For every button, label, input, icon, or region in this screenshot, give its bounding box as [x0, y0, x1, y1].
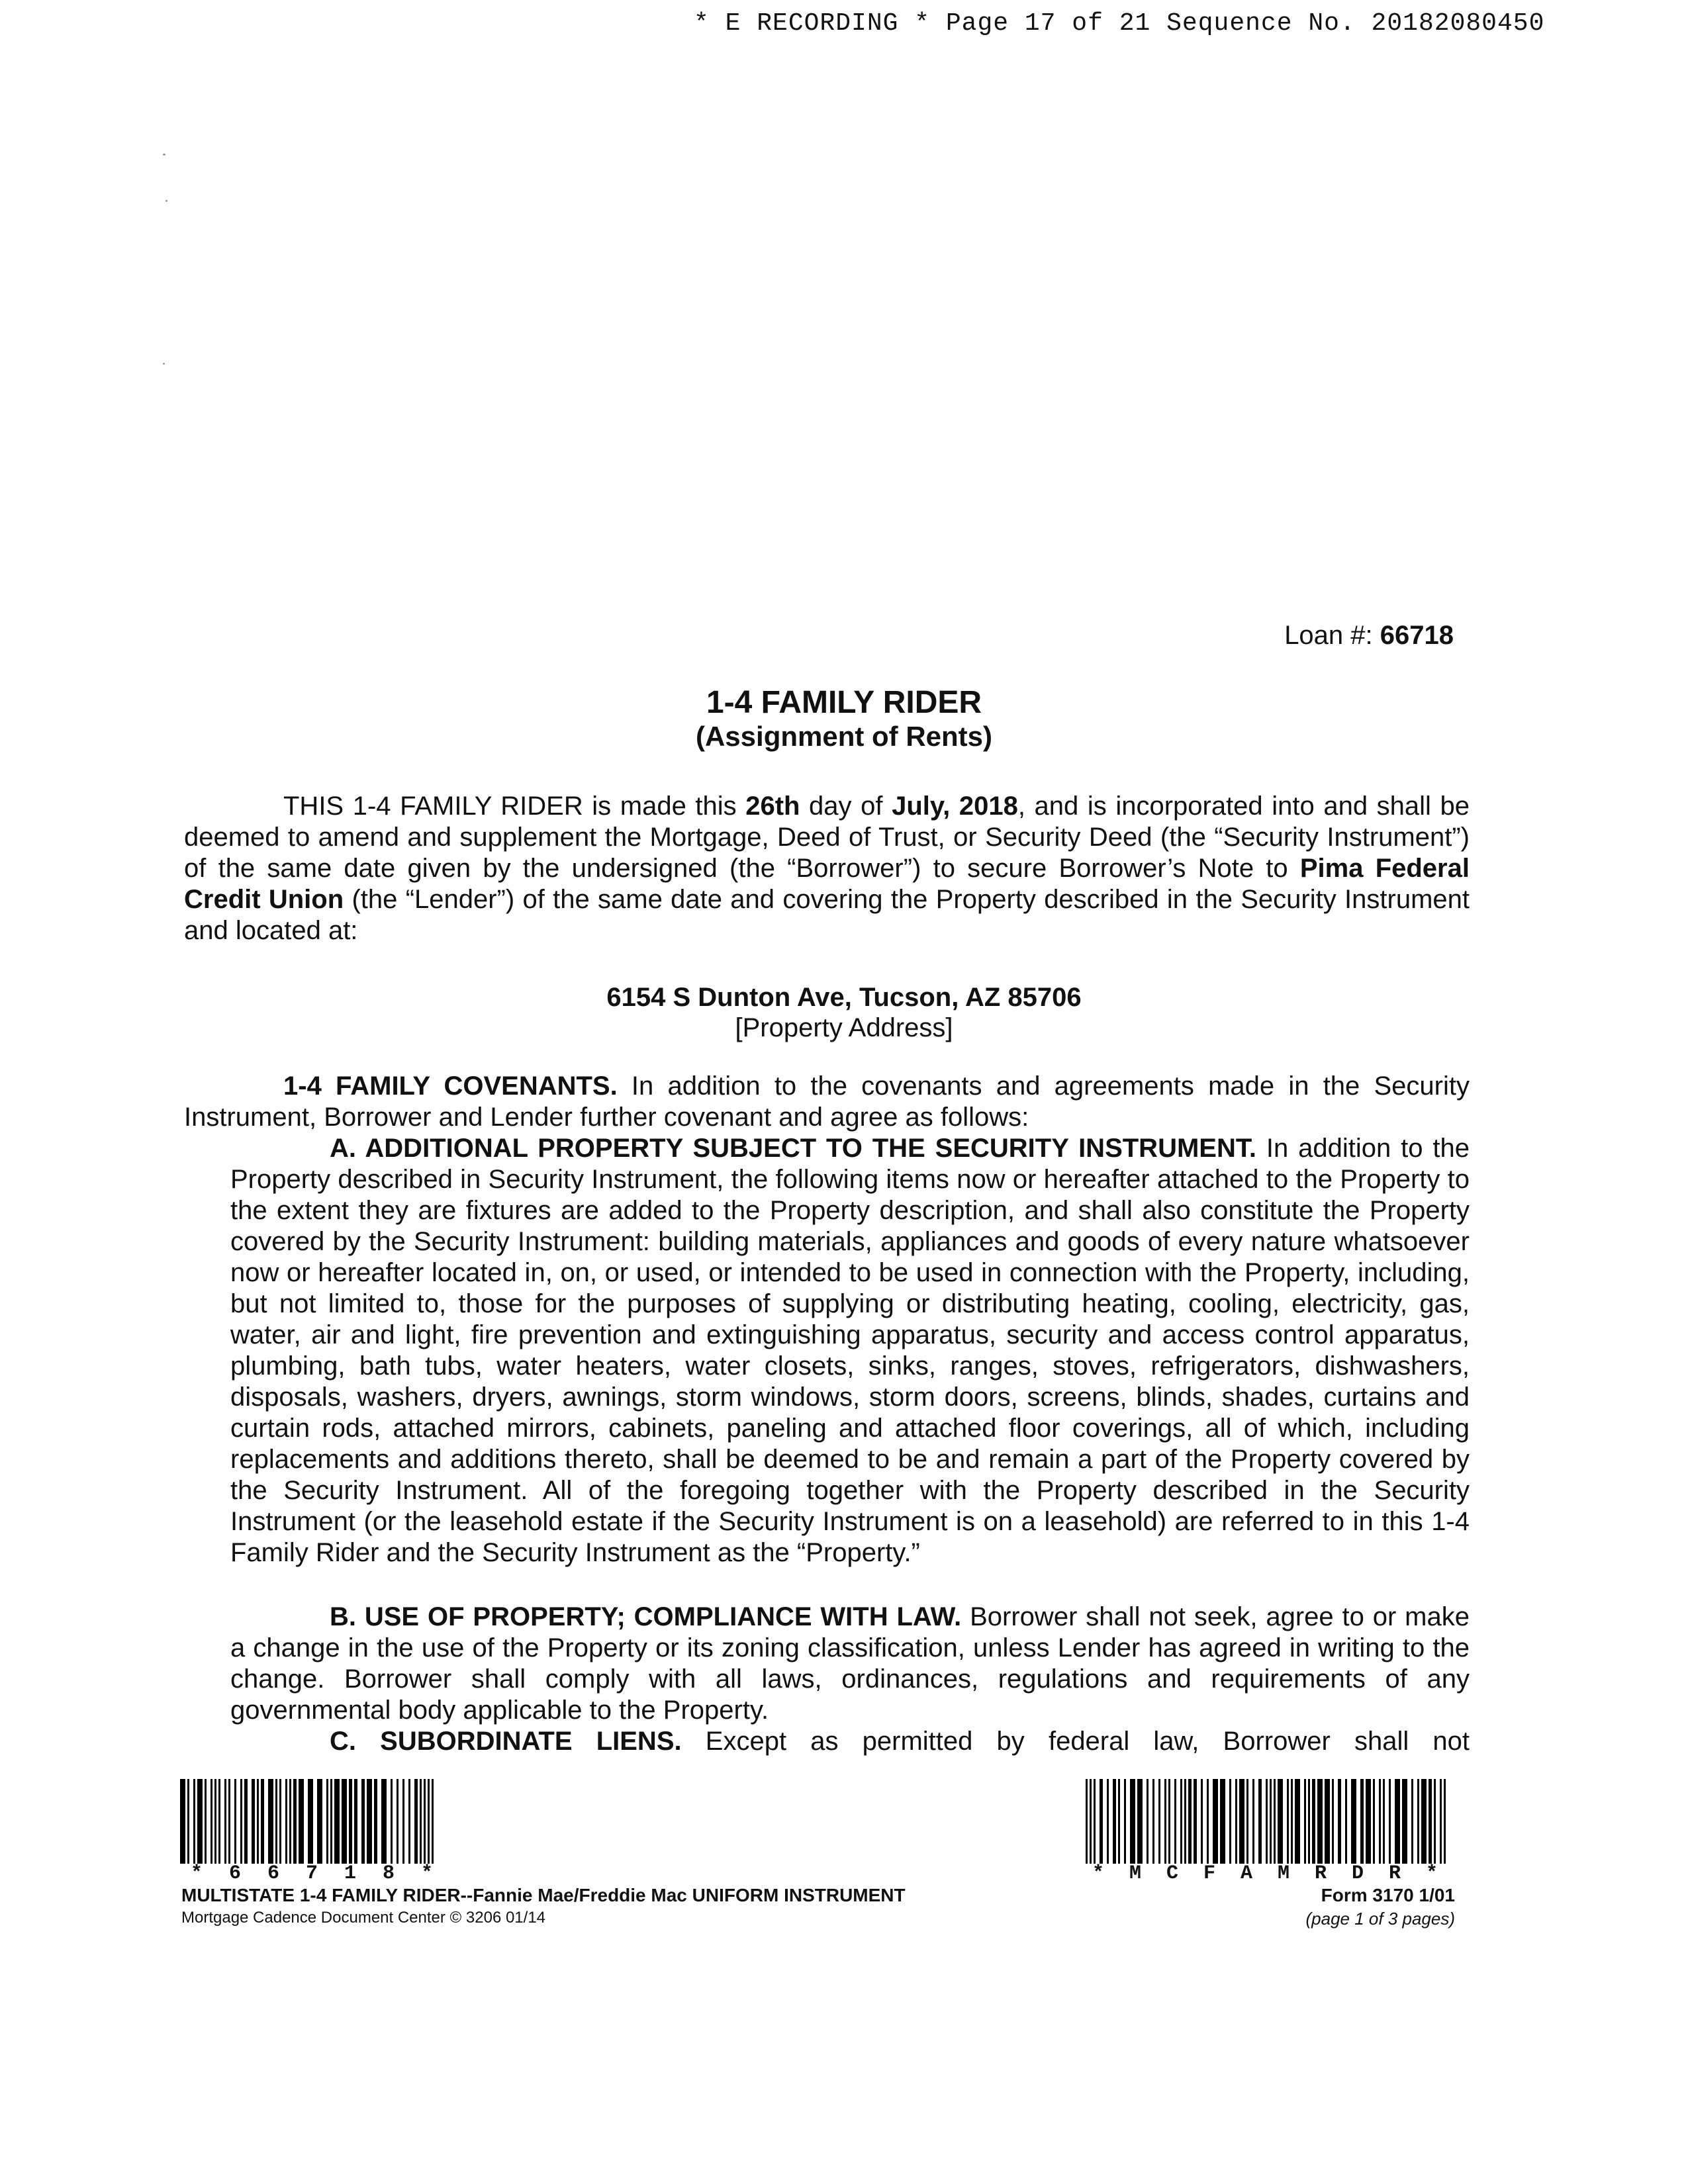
barcode-bar [252, 1779, 255, 1864]
barcode-bar [205, 1779, 207, 1864]
section-c-text: Except as permitted by federal law, Borrower shall not [681, 1727, 1470, 1756]
barcode-bar [374, 1779, 377, 1864]
recording-header: * E RECORDING * Page 17 of 21 Sequence No. 20182080450 [694, 9, 1545, 38]
barcode-bar [1389, 1779, 1391, 1864]
barcode-bar [1137, 1779, 1143, 1864]
barcode-bar [180, 1779, 185, 1864]
barcode-bar [289, 1779, 291, 1864]
barcode-bar [1291, 1779, 1293, 1864]
barcode-bar [197, 1779, 203, 1864]
scan-speck [165, 200, 167, 202]
barcode-bar [1440, 1779, 1442, 1864]
section-b [230, 1602, 1470, 1726]
barcode-bar [224, 1779, 226, 1864]
loan-barcode [179, 1779, 438, 1864]
intro-paragraph [184, 791, 1470, 946]
barcode-bar [279, 1779, 281, 1864]
barcode-bar [1152, 1779, 1154, 1864]
barcode-bar [1180, 1779, 1182, 1864]
barcode-bar [1345, 1779, 1347, 1864]
barcode-bar [1266, 1779, 1268, 1864]
barcode-bar [193, 1779, 195, 1864]
barcode-bar [1360, 1779, 1364, 1864]
barcode-bar [428, 1779, 430, 1864]
barcode-bar [1220, 1779, 1225, 1864]
covenants-heading: 1-4 FAMILY COVENANTS. [283, 1071, 618, 1101]
barcode-bar [1158, 1779, 1160, 1864]
scan-speck [163, 363, 165, 365]
barcode-bar [334, 1779, 340, 1864]
barcode-bar [1086, 1779, 1088, 1864]
barcode-bar [1366, 1779, 1371, 1864]
barcode-bar [1308, 1779, 1310, 1864]
section-a-heading: A. ADDITIONAL PROPERTY SUBJECT TO THE SECURITY INSTRUMENT. [330, 1134, 1256, 1163]
barcode-bar [1124, 1779, 1126, 1864]
barcode-bar [285, 1779, 287, 1864]
section-a [230, 1133, 1470, 1569]
barcode-bar [1379, 1779, 1381, 1864]
barcode-bar [1417, 1779, 1419, 1864]
barcode-bar [1147, 1779, 1149, 1864]
barcode-bar [1094, 1779, 1096, 1864]
section-b-heading: B. USE OF PROPERTY; COMPLIANCE WITH LAW. [330, 1602, 962, 1631]
footer-document-center: Mortgage Cadence Document Center © 3206 01/14 [181, 1909, 546, 1927]
barcode-bar [354, 1779, 357, 1864]
intro-text: , and is incorporated into and shall be deemed to amend and supplement the Mortgage, Deed of Trust, or Security Deed (the “Security Instrument”) of the same date given by the undersigned (the “Borrower”) to secure Borrower’s Note to [184, 792, 1470, 883]
property-address-label: [Property Address] [735, 1013, 953, 1042]
barcode-bar [1270, 1779, 1272, 1864]
barcode-bar [1194, 1779, 1197, 1864]
section-b-text: Borrower shall not seek, agree to or make a change in the use of the Property or its zoning classification, unless Lender has agreed in writing to the change. Borrower shall comply with all laws, ordinances, regulations and requirements of any governmental body applicable to the Property. [230, 1602, 1470, 1725]
barcode-bar [228, 1779, 230, 1864]
barcode-bar [293, 1779, 297, 1864]
barcode-bar [397, 1779, 399, 1864]
barcode-bar [361, 1779, 365, 1864]
barcode-bar [1312, 1779, 1315, 1864]
barcode-bar [1118, 1779, 1120, 1864]
intro-text: (the “Lender”) of the same date and covering the Property described in the Security Instrument and located at: [184, 885, 1470, 945]
barcode-bar [1373, 1779, 1375, 1864]
footer-form-title: MULTISTATE 1-4 FAMILY RIDER--Fannie Mae/Freddie Mac UNIFORM INSTRUMENT [181, 1885, 906, 1905]
barcode-bar [1304, 1779, 1306, 1864]
barcode-bar [234, 1779, 236, 1864]
barcode-bar [342, 1779, 347, 1864]
barcode-bar [1278, 1779, 1283, 1864]
barcode-bar [299, 1779, 304, 1864]
barcode-bar [1383, 1779, 1385, 1864]
form-barcode [1084, 1779, 1450, 1864]
barcode-bar [1421, 1779, 1427, 1864]
barcode-bar [1317, 1779, 1323, 1864]
property-address-block [0, 982, 1688, 1043]
barcode-bar [1338, 1779, 1341, 1864]
barcode-bar [214, 1779, 216, 1864]
barcode-bar [317, 1779, 322, 1864]
barcode-bar [268, 1779, 273, 1864]
barcode-bar [1295, 1779, 1300, 1864]
barcode-bar [1100, 1779, 1103, 1864]
barcode-bar [1164, 1779, 1166, 1864]
barcode-bar [211, 1779, 212, 1864]
barcode-bar [367, 1779, 372, 1864]
barcode-bar [1207, 1779, 1209, 1864]
barcode-bar [1229, 1779, 1231, 1864]
section-c [230, 1726, 1470, 1757]
barcode-bar [1351, 1779, 1356, 1864]
barcode-bar [1107, 1779, 1109, 1864]
barcode-bar [244, 1779, 248, 1864]
form-barcode-caption: *MCFAMRDR* [1092, 1862, 1464, 1885]
barcode-bar [408, 1779, 410, 1864]
loan-number-value: 66718 [1380, 621, 1454, 650]
barcode-bar [381, 1779, 387, 1864]
barcode-bar [1434, 1779, 1436, 1864]
barcode-bar [1174, 1779, 1176, 1864]
barcode-bar [1325, 1779, 1330, 1864]
barcode-bar [1188, 1779, 1192, 1864]
section-c-heading: C. SUBORDINATE LIENS. [330, 1727, 682, 1756]
barcode-bar [308, 1779, 313, 1864]
barcode-bar [1235, 1779, 1237, 1864]
barcode-bar [1402, 1779, 1407, 1864]
barcode-bar [424, 1779, 426, 1864]
barcode-bar [432, 1779, 434, 1864]
intro-text: day of [800, 792, 892, 821]
barcode-bar [391, 1779, 393, 1864]
loan-number [1284, 621, 1454, 651]
loan-number-label: Loan #: [1284, 621, 1380, 650]
barcode-bar [1184, 1779, 1186, 1864]
barcode-bar [326, 1779, 328, 1864]
barcode-bar [1213, 1779, 1218, 1864]
barcode-bar [1332, 1779, 1334, 1864]
barcode-bar [1287, 1779, 1289, 1864]
intro-text: THIS 1-4 FAMILY RIDER is made this [283, 792, 746, 821]
barcode-bar [1258, 1779, 1262, 1864]
barcode-bar [1429, 1779, 1432, 1864]
barcode-bar [1090, 1779, 1092, 1864]
barcode-bar [1239, 1779, 1244, 1864]
section-a-text: In addition to the Property described in Security Instrument, the following items now or hereafter attached to the Property to the extent they are fixtures are added to the Property description, and shall also constitute the Property covered by the Security Instrument: building materials, appliances and goods of every nature whatsoever now or hereafter located in, on, or used, or intended to be used in connection with the Property, including, but not limited to, those for the purposes of supplying or distributing heating, cooling, electricity, gas, water, air and light, fire prevention and extinguishing apparatus, security and access control apparatus, plumbing, bath tubs, water heaters, water closets, sinks, ranges, stoves, refrigerators, dishwashers, disposals, washers, dryers, awnings, storm windows, storm doors, screens, blinds, shades, curtains and curtain rods, attached mirrors, cabinets, paneling and attached floor coverings, all of which, including replacements and additions thereto, shall be deemed to be and remain a part of the Property covered by the Security Instrument. All of the foregoing together with the Property described in the Security Instrument (or the leasehold estate if the Security Instrument is on a leasehold) are referred to in this 1-4 Family Rider and the Security Instrument as the “Property.” [230, 1134, 1470, 1567]
barcode-bar [1411, 1779, 1413, 1864]
barcode-bar [1246, 1779, 1248, 1864]
lender-name: Pima Federal Credit Union [184, 854, 1470, 914]
barcode-bar [349, 1779, 352, 1864]
barcode-bar [414, 1779, 418, 1864]
covenants-paragraph [184, 1071, 1470, 1133]
document-title: 1-4 FAMILY RIDER [706, 685, 982, 720]
barcode-bar [1201, 1779, 1203, 1864]
scan-speck [163, 154, 165, 156]
barcode-bar [1252, 1779, 1254, 1864]
rider-day: 26th [745, 792, 800, 821]
document-subtitle: (Assignment of Rents) [695, 721, 992, 752]
footer-form-number: Form 3170 1/01 [1321, 1885, 1455, 1905]
property-address: 6154 S Dunton Ave, Tucson, AZ 85706 [606, 983, 1082, 1012]
barcode-bar [1444, 1779, 1446, 1864]
barcode-bar [187, 1779, 189, 1864]
barcode-bar [257, 1779, 259, 1864]
barcode-bar [1168, 1779, 1170, 1864]
barcode-bar [420, 1779, 422, 1864]
barcode-bar [330, 1779, 332, 1864]
barcode-bar [1113, 1779, 1116, 1864]
barcode-bar [261, 1779, 264, 1864]
barcode-bar [402, 1779, 404, 1864]
footer-page-count: (page 1 of 3 pages) [1305, 1909, 1455, 1929]
barcode-bar [1395, 1779, 1400, 1864]
rider-month-year: July, 2018 [892, 792, 1018, 821]
barcode-bar [1130, 1779, 1135, 1864]
barcode-bar [275, 1779, 277, 1864]
barcode-bar [218, 1779, 220, 1864]
barcode-bar [240, 1779, 242, 1864]
covenants-text: In addition to the covenants and agreements made in the Security Instrument, Borrower and Lender further covenant and agree as follows: [184, 1071, 1470, 1132]
barcode-bar [1274, 1779, 1276, 1864]
loan-barcode-caption: *66718* [191, 1862, 460, 1885]
